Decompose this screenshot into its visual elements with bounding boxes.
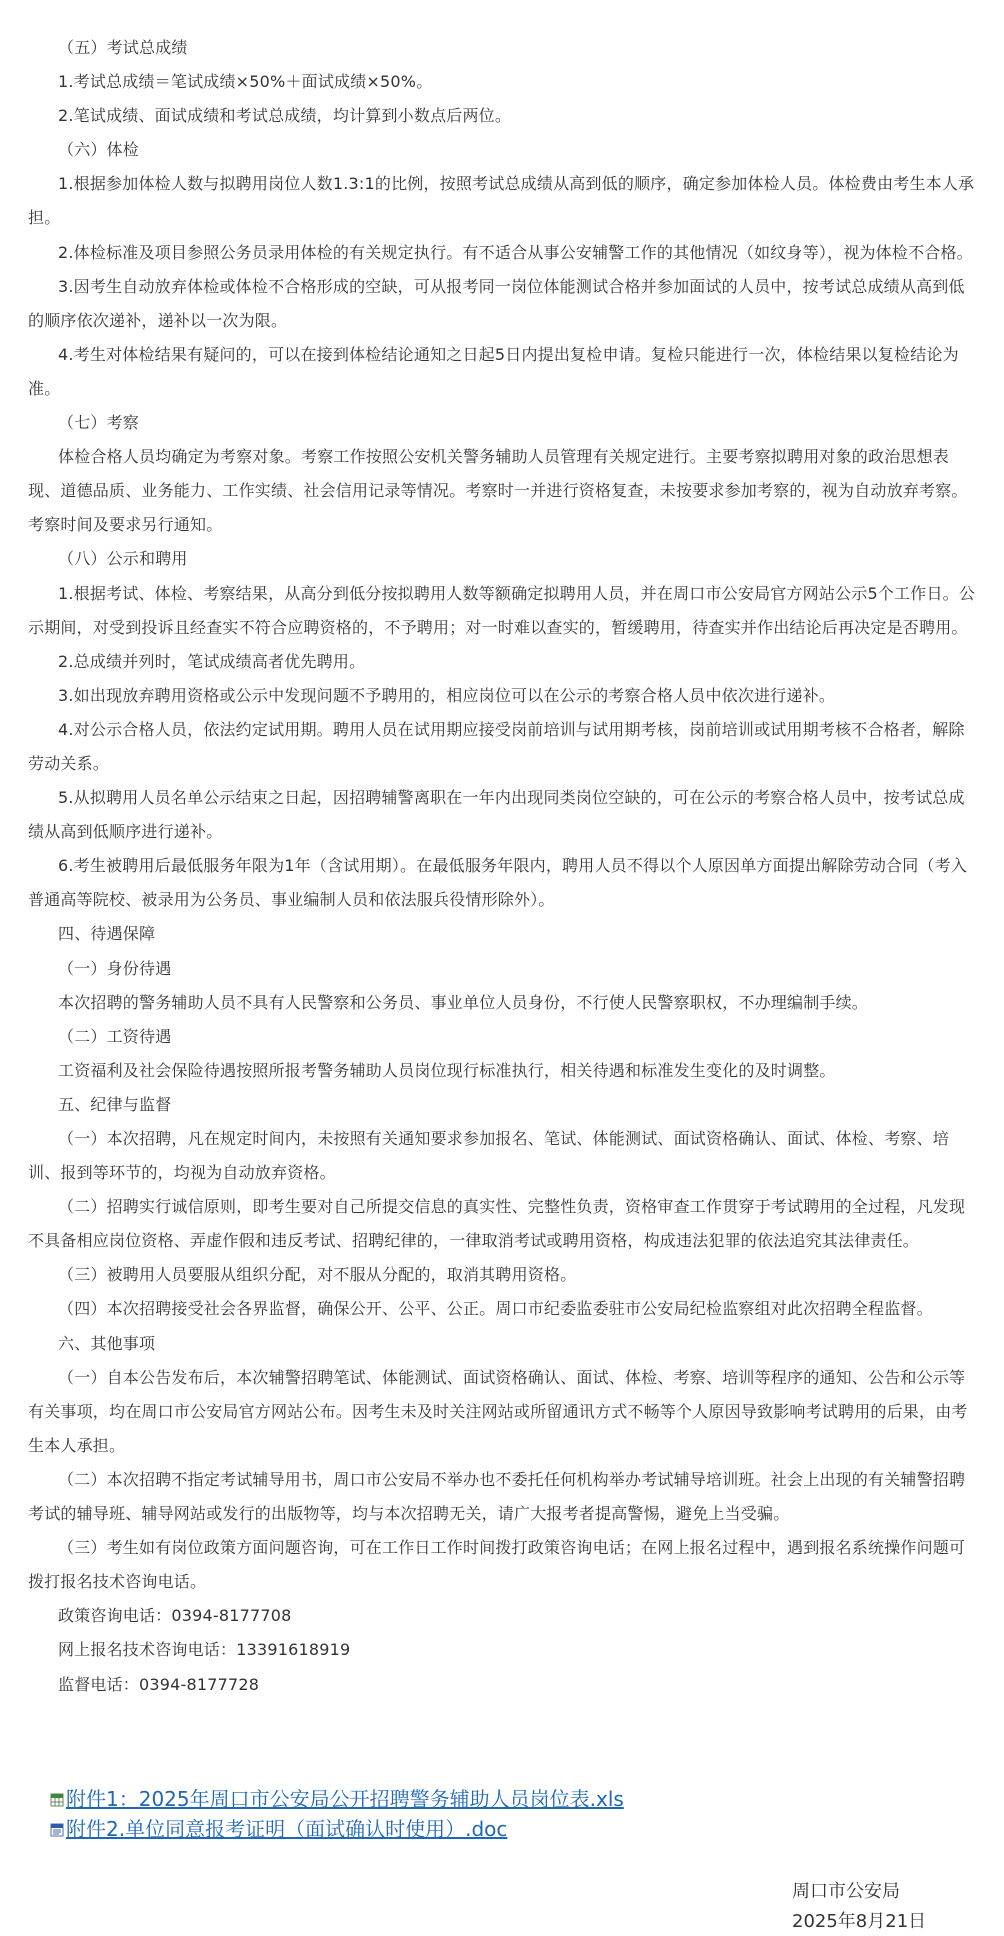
section-heading: （五）考试总成绩 bbox=[58, 38, 188, 57]
paragraph: 4.考生对体检结果有疑问的，可以在接到体检结论通知之日起5日内提出复检申请。复检只能进行一次，体检结果以复检结论为准。 bbox=[28, 344, 959, 398]
contact-policy: 政策咨询电话：0394-8177708 bbox=[58, 1606, 292, 1626]
paragraph: 工资福利及社会保险待遇按照所报考警务辅助人员岗位现行标准执行，相关待遇和标准发生变化的及时调整。 bbox=[58, 1060, 836, 1080]
paragraph: （二）本次招聘不指定考试辅导用书，周口市公安局不举办也不委托任何机构举办考试辅导培训班。社会上出现的有关辅警招聘考试的辅导班、辅导网站或发行的出版物等，均与本次招聘无关，请广大报考者提高警惕，避免上当受骗。 bbox=[28, 1469, 966, 1524]
attachment-link-1[interactable] bbox=[50, 1785, 624, 1813]
section-heading: （一）身份待遇 bbox=[58, 958, 172, 978]
chapter-heading: 四、待遇保障 bbox=[58, 924, 156, 944]
section-heading: （七）考察 bbox=[58, 413, 140, 433]
attachment-link-2[interactable] bbox=[50, 1815, 507, 1843]
chapter-heading: 五、纪律与监督 bbox=[58, 1094, 172, 1114]
paragraph: 本次招聘的警务辅助人员不具有人民警察和公务员、事业单位人员身份，不行使人民警察职权，不办理编制手续。 bbox=[58, 992, 869, 1012]
paragraph: （三）被聘用人员要服从组织分配，对不服从分配的，取消其聘用资格。 bbox=[58, 1265, 577, 1285]
contact-supervision: 监督电话：0394-8177728 bbox=[58, 1674, 260, 1694]
paragraph: （一）自本公告发布后，本次辅警招聘笔试、体能测试、面试资格确认、面试、体检、考察、培训等程序的通知、公告和公示等有关事项，均在周口市公安局官方网站公布。因考生未及时关注网站或所留通讯方式不畅等个人原因导致影响考试聘用的后果，由考生本人承担。 bbox=[28, 1367, 968, 1455]
paragraph: 体检合格人员均确定为考察对象。考察工作按照公安机关警务辅助人员管理有关规定进行。主要考察拟聘用对象的政治思想表现、道德品质、业务能力、工作实绩、社会信用记录等情况。考察时一并进行资格复查，未按要求参加考察的，视为自动放弃考察。考察时间及要求另行通知。 bbox=[28, 447, 968, 535]
paragraph: （四）本次招聘接受社会各界监督，确保公开、公平、公正。周口市纪委监委驻市公安局纪检监察组对此次招聘全程监督。 bbox=[58, 1299, 933, 1319]
paragraph: 1.根据参加体检人数与拟聘用岗位人数1.3:1的比例，按照考试总成绩从高到低的顺序，确定参加体检人员。体检费由考生本人承担。 bbox=[28, 174, 975, 228]
paragraph: （一）本次招聘，凡在规定时间内，未按照有关通知要求参加报名、笔试、体能测试、面试资格确认、面试、体检、考察、培训、报到等环节的，均视为自动放弃资格。 bbox=[28, 1129, 950, 1183]
signature-date: 2025年8月21日 bbox=[792, 1911, 927, 1932]
paragraph: 2.体检标准及项目参照公务员录用体检的有关规定执行。有不适合从事公安辅警工作的其他情况（如纹身等），视为体检不合格。 bbox=[58, 242, 973, 262]
paragraph: 5.从拟聘用人员名单公示结束之日起，因招聘辅警离职在一年内出现同类岗位空缺的，可在公示的考察合格人员中，按考试总成绩从高到低顺序进行递补。 bbox=[28, 788, 965, 842]
attachment-label[interactable]: 附件2.单位同意报考证明（面试确认时使用）.doc bbox=[66, 1817, 508, 1841]
contact-tech: 网上报名技术咨询电话：13391618919 bbox=[58, 1640, 351, 1660]
paragraph: 3.如出现放弃聘用资格或公示中发现问题不予聘用的，相应岗位可以在公示的考察合格人员中依次进行递补。 bbox=[58, 685, 836, 705]
paragraph: （三）考生如有岗位政策方面问题咨询，可在工作日工作时间拨打政策咨询电话；在网上报名过程中，遇到报名系统操作问题可拨打报名技术咨询电话。 bbox=[28, 1538, 966, 1592]
chapter-heading: 六、其他事项 bbox=[58, 1333, 156, 1353]
doc-file-icon bbox=[50, 1823, 64, 1837]
paragraph: 2.笔试成绩、面试成绩和考试总成绩，均计算到小数点后两位。 bbox=[58, 106, 512, 126]
paragraph: 6.考生被聘用后最低服务年限为1年（含试用期）。在最低服务年限内，聘用人员不得以个人原因单方面提出解除劳动合同（考入普通高等院校、被录用为公务员、事业编制人员和依法服兵役情形除外）。 bbox=[28, 856, 968, 910]
paragraph: 2.总成绩并列时，笔试成绩高者优先聘用。 bbox=[58, 651, 366, 671]
section-heading: （六）体检 bbox=[58, 140, 140, 160]
attachment-label[interactable]: 附件1：2025年周口市公安局公开招聘警务辅助人员岗位表.xls bbox=[66, 1787, 624, 1811]
xls-file-icon bbox=[50, 1793, 64, 1807]
section-heading: （二）工资待遇 bbox=[58, 1026, 172, 1046]
paragraph: 4.对公示合格人员，依法约定试用期。聘用人员在试用期应接受岗前培训与试用期考核，岗前培训或试用期考核不合格者，解除劳动关系。 bbox=[28, 719, 965, 773]
paragraph: 1.根据考试、体检、考察结果，从高分到低分按拟聘用人数等额确定拟聘用人员，并在周口市公安局官方网站公示5个工作日。公示期间，对受到投诉且经查实不符合应聘资格的，不予聘用；对一时难以查实的，暂缓聘用，待查实并作出结论后再决定是否聘用。 bbox=[28, 583, 976, 637]
paragraph: 1.考试总成绩＝笔试成绩×50%＋面试成绩×50%。 bbox=[58, 72, 433, 92]
section-heading: （八）公示和聘用 bbox=[58, 549, 188, 569]
signature-org: 周口市公安局 bbox=[792, 1881, 900, 1902]
paragraph: （二）招聘实行诚信原则，即考生要对自己所提交信息的真实性、完整性负责，资格审查工作贯穿于考试聘用的全过程，凡发现不具备相应岗位资格、弄虚作假和违反考试、招聘纪律的，一律取消考试或聘用资格，构成违法犯罪的依法追究其法律责任。 bbox=[28, 1197, 966, 1251]
paragraph: 3.因考生自动放弃体检或体检不合格形成的空缺，可从报考同一岗位体能测试合格并参加面试的人员中，按考试总成绩从高到低的顺序依次递补，递补以一次为限。 bbox=[28, 276, 965, 330]
